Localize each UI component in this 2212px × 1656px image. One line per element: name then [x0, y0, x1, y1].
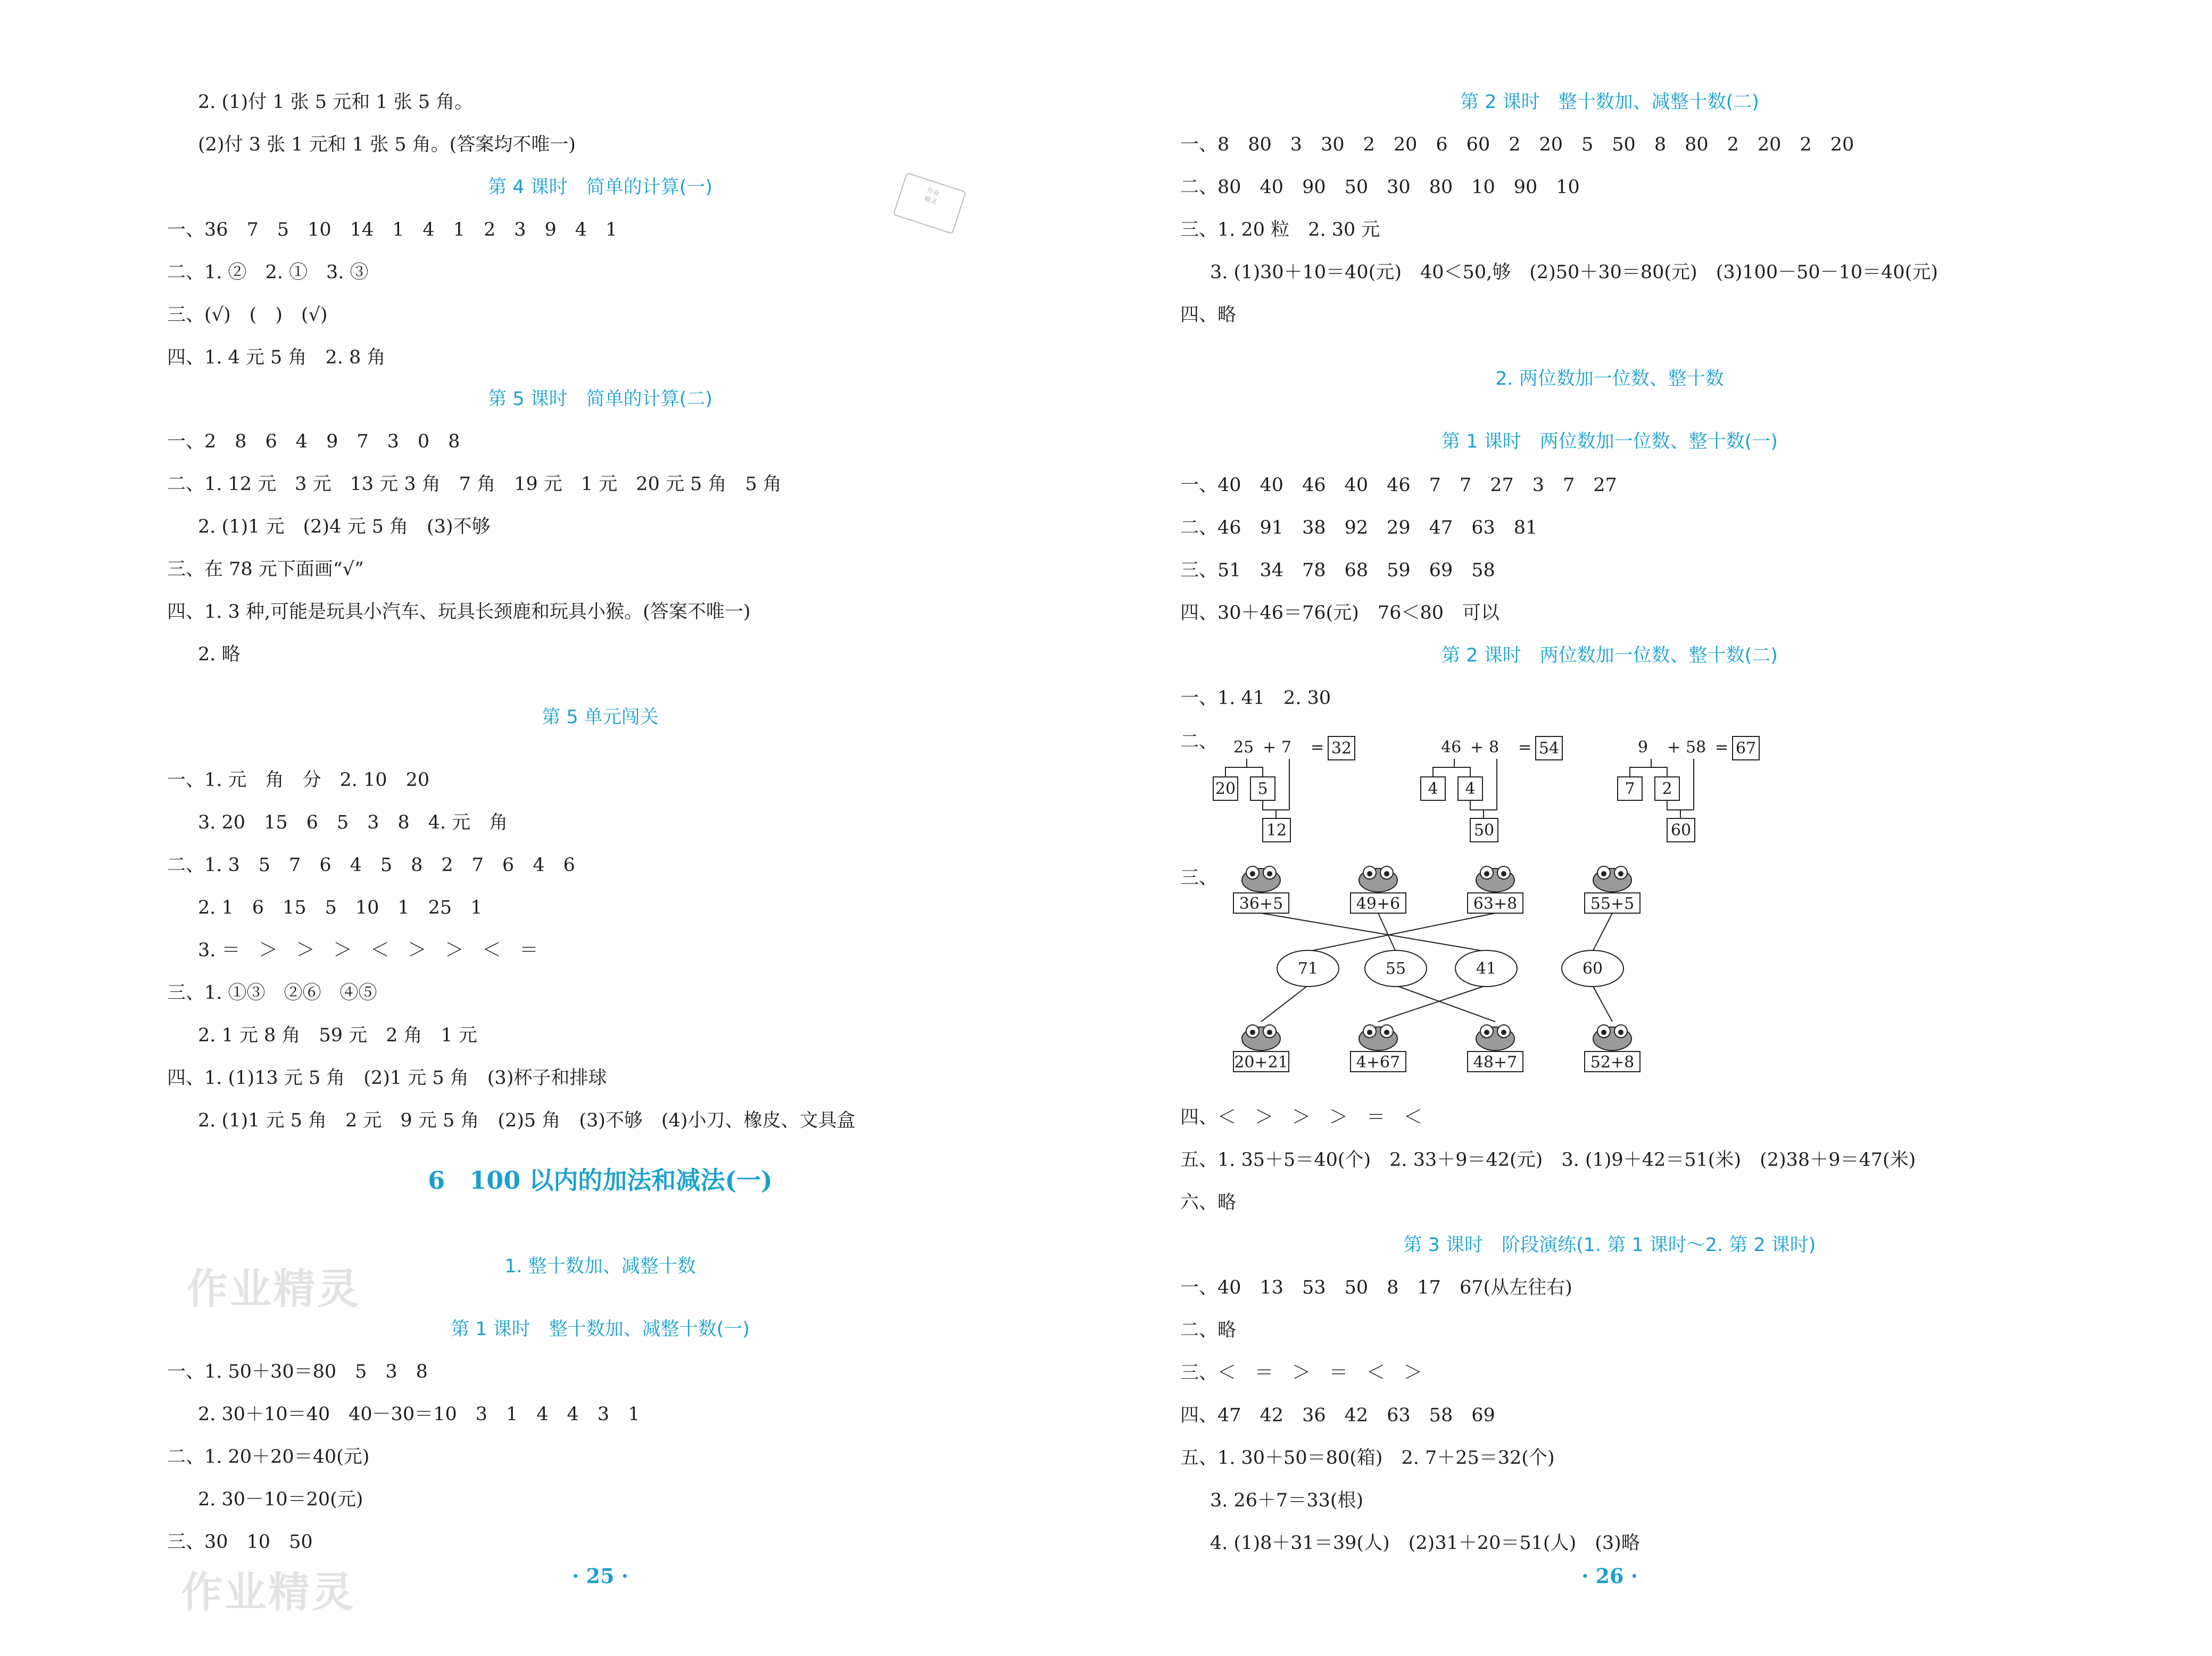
answer-line: 六、略 [1180, 1192, 1237, 1213]
combine-line [1470, 800, 1497, 810]
expression-text: 55+5 [1590, 895, 1635, 913]
answer-line: 4. (1)8＋31＝39(人) (2)31＋20＝51(人) (3)略 [1210, 1533, 1640, 1554]
answer-line: 2. 1 元 8 角 59 元 2 角 1 元 [198, 1025, 477, 1046]
frog-pupil [1618, 871, 1623, 876]
combine-line [1263, 800, 1289, 810]
lesson-heading: 第 1 课时 两位数加一位数、整十数(一) [1441, 431, 1778, 452]
watermark: 作业精灵 [181, 1569, 356, 1617]
equation-operand: 25 [1233, 738, 1254, 757]
expression-text: 4+67 [1356, 1053, 1401, 1072]
answer-line: 一、1. 元 角 分 2. 10 20 [167, 769, 430, 791]
frog-pupil [1250, 871, 1255, 876]
frog-pupil [1601, 871, 1606, 876]
answer-line: 一、2 8 6 4 9 7 3 0 8 [167, 431, 460, 452]
answer-line: 2. 30－10＝20(元) [198, 1489, 363, 1510]
answer-line: 三、51 34 78 68 59 69 58 [1180, 560, 1495, 581]
frog-icon [1593, 1025, 1631, 1050]
frog-pupil [1367, 1030, 1372, 1035]
answer-line: 二、1. 3 5 7 6 4 5 8 2 7 6 4 6 [167, 855, 575, 876]
frog-pupil [1384, 1030, 1389, 1035]
lesson-heading: 第 1 课时 整十数加、减整十数(一) [451, 1319, 750, 1340]
sum-value: 12 [1266, 821, 1287, 840]
result-value: 54 [1538, 739, 1560, 758]
frog-pupil [1367, 871, 1372, 876]
answer-line: 三、 [1180, 867, 1218, 889]
lesson-heading: 第 5 课时 简单的计算(二) [488, 388, 713, 410]
answer-line: 三、1. 20 粒 2. 30 元 [1180, 219, 1380, 241]
answer-line: 三、1. ①③ ②⑥ ④⑤ [167, 982, 377, 1004]
answer-line: 一、1. 50＋30＝80 5 3 8 [167, 1361, 428, 1382]
match-line [1593, 986, 1612, 1022]
match-line [1261, 986, 1308, 1022]
part-value: 5 [1257, 780, 1268, 798]
answer-line: 二、46 91 38 92 29 47 63 81 [1180, 517, 1538, 539]
right-page [1106, 0, 2212, 1656]
frog-pupil [1601, 1030, 1606, 1035]
answer-line: 四、1. 4 元 5 角 2. 8 角 [167, 347, 386, 368]
answer-line: 3. (1)30＋10＝40(元) 40＜50,够 (2)50＋30＝80(元) (3)100－50－10＝40(元) [1210, 262, 1938, 283]
lesson-heading: 第 2 课时 两位数加一位数、整十数(二) [1441, 645, 1778, 666]
equals-sign: = [1311, 738, 1324, 757]
answer-line: 五、1. 30＋50＝80(箱) 2. 7＋25＝32(个) [1180, 1447, 1555, 1469]
answer-line: 2. (1)1 元 (2)4 元 5 角 (3)不够 [198, 516, 491, 537]
frog-icon [1476, 1025, 1514, 1050]
result-value: 67 [1735, 739, 1757, 758]
frog-pupil [1384, 871, 1389, 876]
frog-icon [1359, 1025, 1397, 1050]
equation-operator: + [1667, 738, 1681, 757]
answer-line: 四、略 [1180, 304, 1237, 326]
equation-operand: 8 [1489, 738, 1499, 757]
answer-line: 三、(√) ( ) (√) [167, 304, 328, 326]
part-value: 4 [1428, 780, 1438, 798]
equation-operand: 9 [1638, 738, 1648, 757]
answer-line: 3. 26＋7＝33(根) [1210, 1490, 1364, 1511]
split-diagrams [1202, 729, 1840, 851]
cloud-value: 41 [1476, 959, 1497, 978]
part-value: 2 [1662, 780, 1672, 798]
answer-line: 二、1. ② 2. ① 3. ③ [167, 262, 369, 283]
expression-text: 63+8 [1473, 895, 1518, 913]
seal-stamp: 作业 精灵 · [893, 172, 966, 234]
equals-sign: = [1715, 738, 1729, 757]
split-line [1225, 759, 1247, 777]
expression-text: 36+5 [1239, 895, 1283, 913]
split-line [1630, 759, 1651, 777]
expression-text: 52+8 [1590, 1053, 1635, 1072]
frog-icon [1242, 1025, 1280, 1050]
section-heading: 2. 两位数加一位数、整十数 [1495, 368, 1724, 390]
answer-line: 二、80 40 90 50 30 80 10 90 10 [1180, 177, 1580, 198]
answer-line: 二、1. 12 元 3 元 13 元 3 角 7 角 19 元 1 元 20 元 5 角 5 角 [167, 474, 782, 495]
answer-line: 二、 [1180, 731, 1218, 752]
equation-operator: + [1470, 738, 1484, 757]
answer-line: (2)付 3 张 1 元和 1 张 5 角。(答案均不唯一) [198, 134, 576, 155]
answer-line: 一、8 80 3 30 2 20 6 60 2 20 5 50 8 80 2 20 2 20 [1180, 134, 1854, 155]
lesson-heading: 第 4 课时 简单的计算(一) [488, 177, 713, 198]
part-value: 20 [1215, 780, 1236, 798]
frog-pupil [1618, 1030, 1623, 1035]
cloud-value: 60 [1582, 959, 1603, 978]
watermark: 作业精灵 [186, 1265, 361, 1313]
page-number: · 25 · [572, 1564, 628, 1588]
split-line [1651, 767, 1667, 777]
answer-line: 2. (1)付 1 张 5 元和 1 张 5 角。 [198, 92, 474, 113]
frog-pupil [1501, 871, 1506, 876]
lesson-heading: 第 3 课时 阶段演练(1. 第 1 课时～2. 第 2 课时) [1403, 1235, 1816, 1256]
answer-line: 2. 30＋10＝40 40－30＝10 3 1 4 4 3 1 [198, 1404, 640, 1425]
split-line [1247, 767, 1263, 777]
match-line [1261, 913, 1486, 951]
answer-line: 一、36 7 5 10 14 1 4 1 2 3 9 4 1 [167, 219, 618, 241]
match-line [1308, 913, 1495, 951]
answer-line: 一、1. 41 2. 30 [1180, 688, 1331, 709]
answer-line: 四、47 42 36 42 63 58 69 [1180, 1405, 1495, 1426]
sum-value: 50 [1473, 821, 1495, 840]
answer-line: 3. ＝ ＞ ＞ ＞ ＜ ＞ ＞ ＜ ＝ [198, 940, 538, 961]
equation-operand: 58 [1686, 738, 1706, 757]
answer-line: 三、在 78 元下面画“√” [167, 559, 364, 580]
answer-line: 二、略 [1180, 1320, 1237, 1341]
chapter-title: 6 100 以内的加法和减法(一) [428, 1166, 773, 1195]
answer-line: 2. 1 6 15 5 10 1 25 1 [198, 897, 483, 918]
answer-line: 四、30＋46＝76(元) 76＜80 可以 [1180, 602, 1499, 624]
combine-line [1667, 800, 1694, 810]
split-line [1454, 767, 1470, 777]
frog-matching-svg [1207, 862, 1792, 1091]
frog-icon [1359, 866, 1397, 892]
match-line [1396, 986, 1495, 1022]
cloud-value: 55 [1385, 959, 1406, 978]
section-heading: 1. 整十数加、减整十数 [504, 1256, 696, 1277]
lesson-heading: 第 2 课时 整十数加、减整十数(二) [1460, 92, 1759, 113]
match-line [1378, 986, 1486, 1022]
answer-line: 3. 20 15 6 5 3 8 4. 元 角 [198, 812, 508, 833]
answer-line: 四、＜ ＞ ＞ ＞ ＝ ＜ [1180, 1107, 1423, 1128]
answer-line: 四、1. 3 种,可能是玩具小汽车、玩具长颈鹿和玩具小猴。(答案不唯一) [167, 601, 751, 623]
answer-line: 2. 略 [198, 644, 241, 665]
match-line [1378, 913, 1396, 951]
answer-line: 五、1. 35＋5＝40(个) 2. 33＋9＝42(元) 3. (1)9＋42＝51(米) (2)38＋9＝47(米) [1180, 1149, 1916, 1171]
page-number: · 26 · [1581, 1564, 1638, 1588]
frog-pupil [1267, 871, 1272, 876]
answer-line: 三、＜ ＝ ＞ ＝ ＜ ＞ [1180, 1362, 1423, 1384]
frog-pupil [1250, 1030, 1255, 1035]
split-diagram [1213, 736, 1355, 842]
frog-pupil [1484, 871, 1489, 876]
result-value: 32 [1331, 739, 1352, 758]
frog-icon [1593, 866, 1631, 892]
frog-pupil [1501, 1030, 1506, 1035]
frog-icon [1242, 866, 1280, 892]
equation-operator: + [1263, 738, 1277, 757]
frog-icon [1476, 866, 1514, 892]
expression-text: 20+21 [1234, 1053, 1288, 1072]
answer-line: 一、40 40 46 40 46 7 7 27 3 7 27 [1180, 475, 1617, 496]
frog-pupil [1267, 1030, 1272, 1035]
unit-heading: 第 5 单元闯关 [542, 707, 659, 728]
answer-line: 2. (1)1 元 5 角 2 元 9 元 5 角 (2)5 角 (3)不够 (4)小刀、橡皮、文具盒 [198, 1110, 856, 1131]
frog-matching [1207, 862, 1792, 1091]
split-line [1433, 759, 1454, 777]
sum-value: 60 [1670, 821, 1692, 840]
equals-sign: = [1518, 738, 1532, 757]
answer-line: 三、30 10 50 [167, 1531, 313, 1553]
match-line [1593, 913, 1612, 951]
cloud-value: 71 [1297, 959, 1319, 978]
answer-line: 二、1. 20＋20＝40(元) [167, 1446, 370, 1468]
split-diagram [1618, 736, 1759, 842]
answer-line: 一、40 13 53 50 8 17 67(从左往右) [1180, 1277, 1572, 1298]
part-value: 4 [1465, 780, 1476, 798]
equation-operand: 7 [1281, 738, 1292, 757]
expression-text: 49+6 [1356, 895, 1401, 913]
part-value: 7 [1625, 780, 1635, 798]
equation-operand: 46 [1441, 738, 1462, 757]
frog-pupil [1484, 1030, 1489, 1035]
split-diagram-svg [1202, 729, 1840, 851]
expression-text: 48+7 [1473, 1053, 1518, 1072]
answer-line: 四、1. (1)13 元 5 角 (2)1 元 5 角 (3)杯子和排球 [167, 1067, 607, 1089]
split-diagram [1421, 736, 1562, 842]
